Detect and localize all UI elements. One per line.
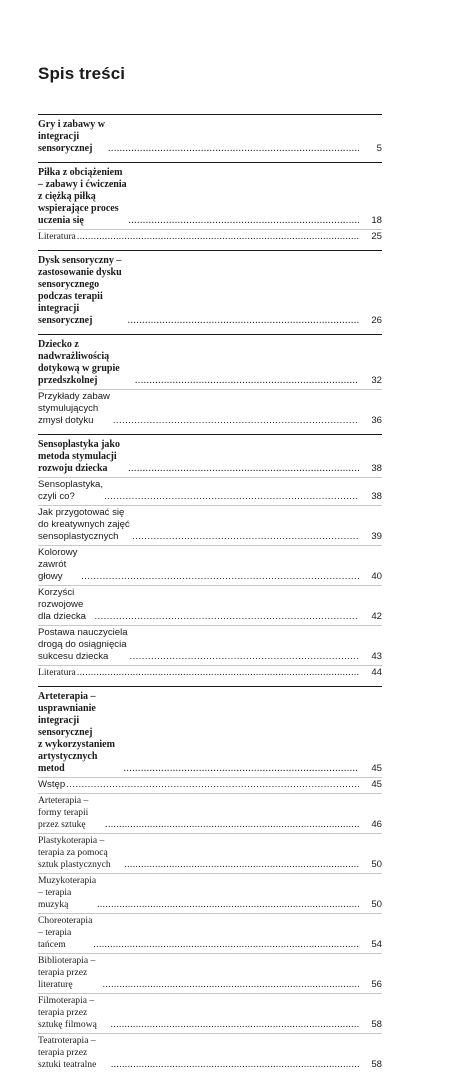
toc-section [38,114,382,157]
chapter-title [38,119,107,155]
dot-leader [108,143,359,155]
toc-subentry[interactable] [38,915,382,954]
subentry-title: Muzykoterapia – terapia muzyką [38,875,97,910]
subentry-title: Plastykoterapia – terapia za pomocą sztuk plastycznych [38,835,111,870]
dot-leader [135,375,359,387]
page-number: 18 [371,215,382,226]
chapter-title-line: Sensoplastyka jako metoda stymulacji rozwoju dziecka [38,439,120,474]
toc-section [38,686,382,1073]
page-number: 26 [371,315,382,326]
dot-leader [113,415,359,427]
subentry-title: Wstęp [38,779,66,790]
chapter-title-line: Dysk sensoryczny – zastosowanie dysku sensorycznego [38,255,122,290]
toc-section [38,334,382,429]
subentry-title: Jak przygotować się do kreatywnych zajęć sensoplastycznych [38,507,130,542]
page-number: 56 [371,979,382,990]
dot-leader [123,763,359,775]
toc-chapter-entry[interactable] [38,439,382,478]
page-number: 5 [376,143,382,154]
dot-leader [81,571,359,583]
toc-chapter-entry[interactable] [38,167,382,230]
page-number: 45 [371,763,382,774]
subentry-title: Teatroterapia – terapia przez sztuki teatralne [38,1035,97,1070]
subentry-title: Literatura [38,667,76,678]
toc-chapter-entry[interactable] [38,119,382,157]
dot-leader [130,651,360,663]
dot-leader [103,979,359,991]
chapter-title [38,339,134,387]
dot-leader [97,899,359,911]
toc-section [38,434,382,681]
page-number: 38 [371,491,382,502]
toc-chapter-entry[interactable] [38,255,382,329]
subentry-title: Literatura [38,231,76,242]
page-number: 58 [371,1019,382,1030]
toc-subentry[interactable] [38,231,382,245]
subentry-title: Biblioterapia – terapia przez literaturę [38,955,96,990]
toc-section [38,250,382,329]
toc-subentry[interactable] [38,835,382,874]
toc-subentry[interactable] [38,391,382,429]
page-number: 40 [371,571,382,582]
chapter-title-line: Dziecko z nadwrażliwością dotykową w grupie przedszkolnej [38,339,120,386]
dot-leader [94,611,359,623]
toc-subentry[interactable] [38,955,382,994]
page-number: 42 [371,611,382,622]
page-number: 50 [371,899,382,910]
subentry-title: Arteterapia – formy terapii przez sztukę [38,795,89,830]
page-number: 46 [371,819,382,830]
chapter-title-line: Piłka z obciążeniem – zabawy i ćwiczenia z ciężką piłką [38,167,127,202]
toc-subentry[interactable] [38,667,382,681]
toc-subentry[interactable] [38,795,382,834]
chapter-title [38,691,122,775]
page-number: 44 [371,667,382,678]
page-number: 36 [371,415,382,426]
page-number: 32 [371,375,382,386]
dot-leader [66,779,359,791]
dot-leader [77,231,359,243]
dot-leader [105,819,359,831]
page-number: 43 [371,651,382,662]
page-number: 45 [371,779,382,790]
page-number: 58 [371,1059,382,1070]
dot-leader [132,531,359,543]
subentry-title: Postawa nauczyciela drogą do osiągnięcia sukcesu dziecka [38,627,128,662]
toc-chapter-entry[interactable] [38,691,382,778]
toc-section [38,162,382,245]
subentry-title: Kolorowy zawrót głowy [38,547,78,582]
page-number: 39 [371,531,382,542]
toc-subentry[interactable] [38,587,382,626]
subentry-title: Korzyści rozwojowe dla dziecka [38,587,86,622]
toc-subentry[interactable] [38,479,382,506]
toc-subentry[interactable] [38,995,382,1034]
subentry-title: Filmoterapia – terapia przez sztukę filmową [38,995,97,1030]
subentry-title: Przykłady zabaw stymulujących zmysł dotyku [38,391,110,426]
dot-leader [124,859,359,871]
dot-leader [128,463,359,475]
toc-subentry[interactable] [38,1035,382,1073]
dot-leader [104,491,359,503]
toc-subentry[interactable] [38,627,382,666]
chapter-title-line: podczas terapii integracji sensorycznej [38,291,103,326]
dot-leader [111,1019,359,1031]
page-number: 50 [371,859,382,870]
dot-leader [128,315,359,327]
toc-chapter-entry[interactable] [38,339,382,390]
page-number: 54 [371,939,382,950]
chapter-title-line: Arteterapia – usprawnianie integracji sensorycznej [38,691,96,738]
dot-leader [111,1059,359,1071]
chapter-title [38,255,127,327]
toc-subentry[interactable] [38,547,382,586]
chapter-title-line: z wykorzystaniem artystycznych metod [38,739,115,774]
dot-leader [77,667,359,679]
chapter-title-line: wspierające proces uczenia się [38,203,119,226]
subentry-title: Sensoplastyka, czyli co? [38,479,104,502]
chapter-title [38,167,127,227]
toc-subentry[interactable] [38,779,382,794]
toc-title: Spis treści [38,64,126,83]
chapter-title [38,439,127,475]
page-number: 38 [371,463,382,474]
toc-body [38,114,382,1073]
dot-leader [93,939,359,951]
chapter-title-line: Gry i zabawy w integracji sensorycznej [38,119,105,154]
toc-subentry[interactable] [38,875,382,914]
page-number: 25 [371,231,382,242]
subentry-title: Choreoterapia – terapia tańcem [38,915,93,950]
toc-subentry[interactable] [38,507,382,546]
table-of-contents [38,64,382,1078]
dot-leader [128,215,359,227]
